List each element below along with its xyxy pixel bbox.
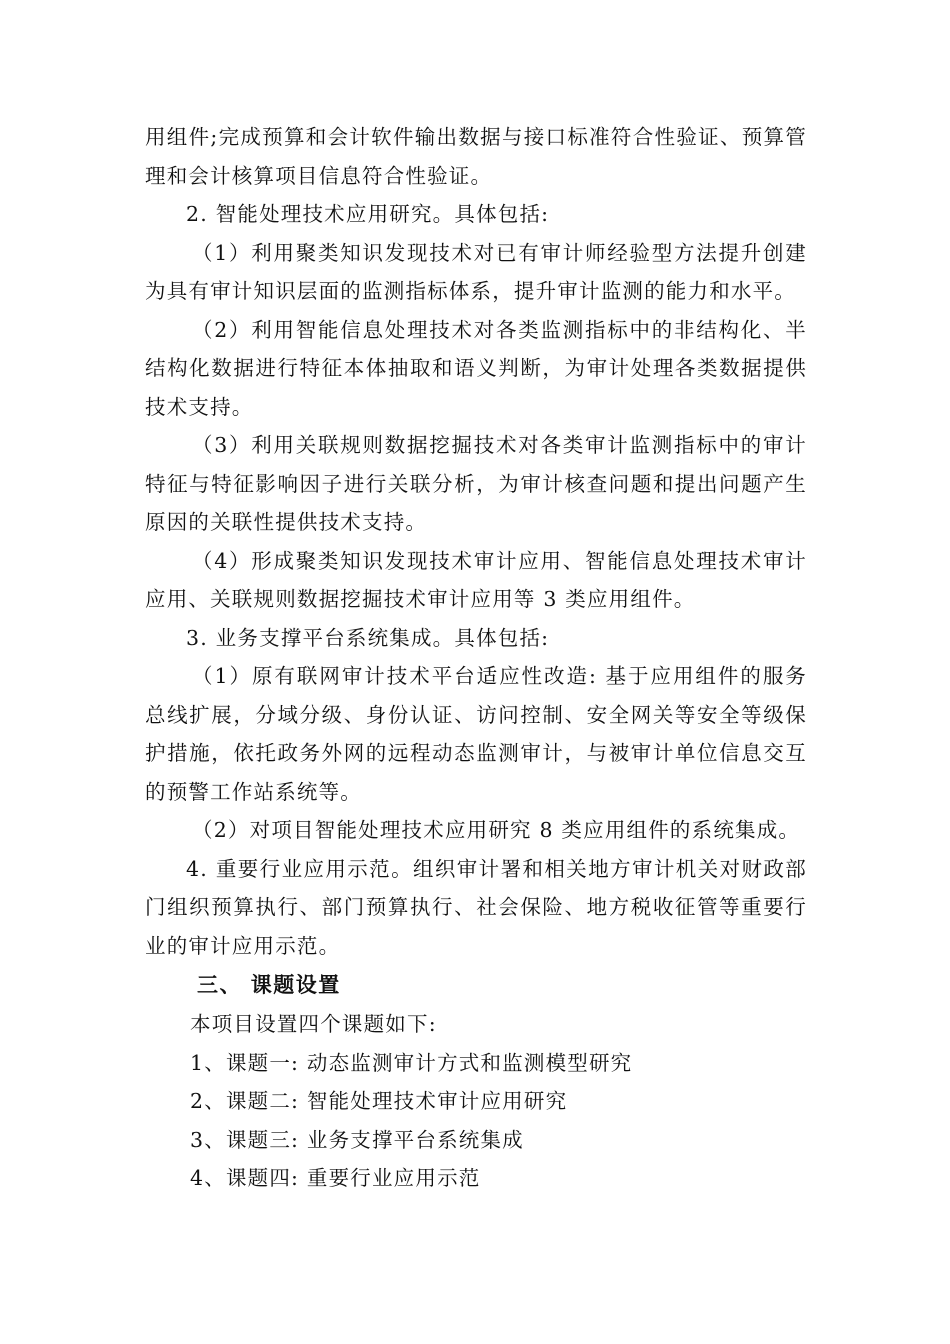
- paragraph-item-3: 3. 业务支撑平台系统集成。具体包括:: [186, 625, 550, 650]
- document-body: [145, 118, 807, 1198]
- paragraph-item-3-1: （1）原有联网审计技术平台适应性改造: 基于应用组件的服务总线扩展，分域分级、身份认证、访问控制、安全网关等安全等级保护措施，依托政务外网的远程动态监测审计，与被审计单位信息交互的预警工作站系统等。: [145, 664, 807, 804]
- topic-item: 4、课题四: 重要行业应用示范: [190, 1166, 481, 1190]
- section-heading: 三、 课题设置: [197, 973, 341, 997]
- section-intro: 本项目设置四个课题如下:: [190, 1012, 437, 1036]
- paragraph-item-2-3: （3）利用关联规则数据挖掘技术对各类审计监测指标中的审计特征与特征影响因子进行关联分析，为审计核查问题和提出问题产生原因的关联性提供技术支持。: [145, 433, 807, 534]
- paragraph-item-2-1: （1）利用聚类知识发现技术对已有审计师经验型方法提升创建为具有审计知识层面的监测指标体系，提升审计监测的能力和水平。: [145, 240, 807, 303]
- paragraph-continuation: 用组件;完成预算和会计软件输出数据与接口标准符合性验证、预算管理和会计核算项目信息符合性验证。: [145, 125, 807, 188]
- paragraph-item-2-4: （4）形成聚类知识发现技术审计应用、智能信息处理技术审计应用、关联规则数据挖掘技术审计应用等 3 类应用组件。: [145, 548, 807, 611]
- paragraph-item-4: 4. 重要行业应用示范。组织审计署和相关地方审计机关对财政部门组织预算执行、部门预算执行、社会保险、地方税收征管等重要行业的审计应用示范。: [145, 856, 807, 958]
- paragraph-item-2-2: （2）利用智能信息处理技术对各类监测指标中的非结构化、半结构化数据进行特征本体抽取和语义判断，为审计处理各类数据提供技术支持。: [145, 317, 807, 419]
- paragraph-item-3-2: （2）对项目智能处理技术应用研究 8 类应用组件的系统集成。: [192, 818, 801, 842]
- topic-item: 1、课题一: 动态监测审计方式和监测模型研究: [190, 1050, 633, 1075]
- paragraph-item-2: 2. 智能处理技术应用研究。具体包括:: [186, 202, 550, 226]
- topic-item: 2、课题二: 智能处理技术审计应用研究: [190, 1089, 568, 1113]
- topic-item: 3、课题三: 业务支撑平台系统集成: [190, 1127, 524, 1152]
